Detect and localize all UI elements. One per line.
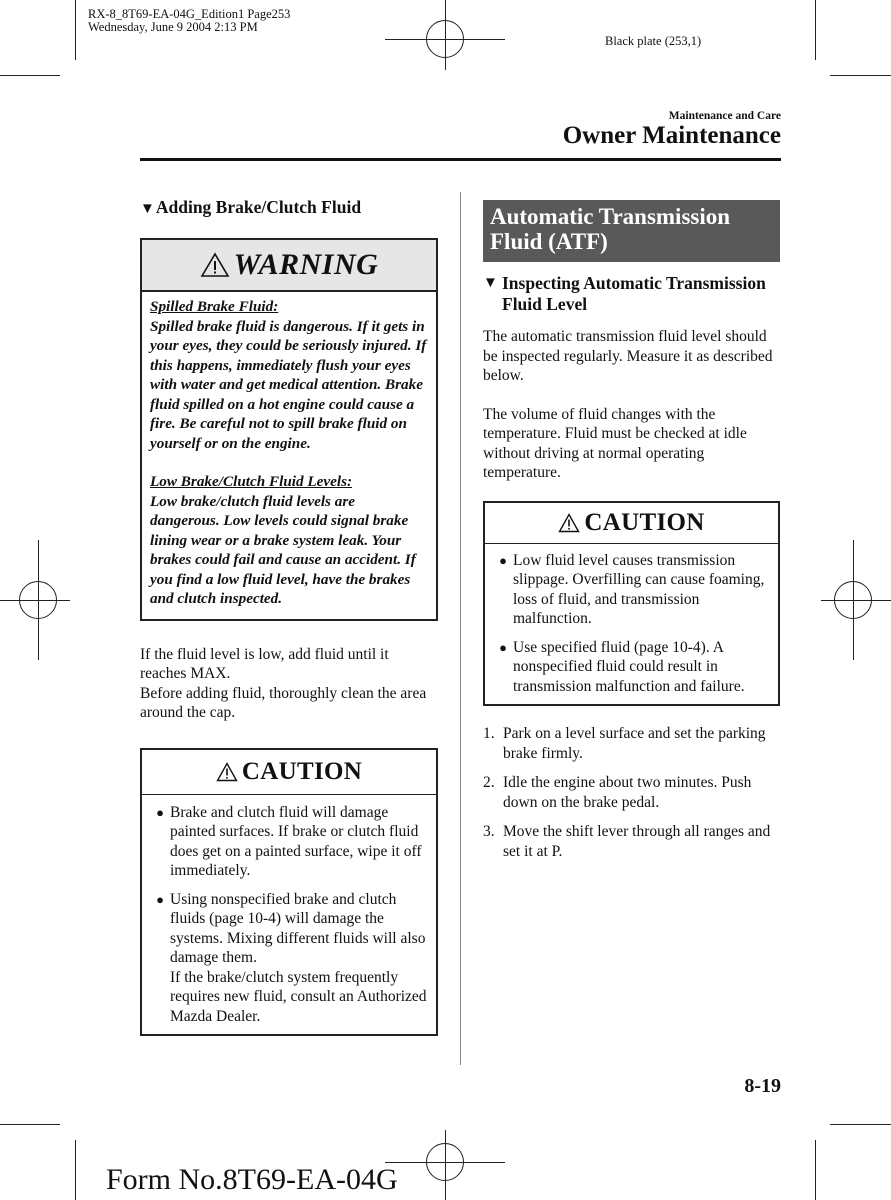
left-column [140,196,438,1036]
warning-title: WARNING [233,248,379,281]
bullet-icon: ● [499,639,507,655]
down-triangle-icon: ▼ [140,201,155,217]
warning-label-low-levels: Low Brake/Clutch Fluid Levels: [150,473,353,490]
form-number: Form No.8T69-EA-04G [106,1163,398,1196]
list-item: ● Brake and clutch fluid will damage painted surfaces. If brake or clutch fluid does get on a painted surface, wipe it off immediately. [150,803,430,881]
caution-box-brake [140,748,438,1037]
page-number: 8-19 [744,1075,781,1097]
steps-list [483,724,780,861]
bullet-icon: ● [156,891,164,907]
header-rule [140,158,781,161]
paragraph-add-fluid: If the fluid level is low, add fluid until it reaches MAX. [140,645,389,682]
down-triangle-icon: ▼ [483,275,498,291]
caution-header [485,503,778,544]
right-column [483,200,780,871]
warning-text-low-levels: Low brake/clutch fluid levels are dangerous. Low levels could signal brake lining wear or a brake system leak. Your brakes could fail and cause an accident. If you find a low fluid level, have the brakes and clutch inspected. [150,492,416,607]
list-item: 1. Park on a level surface and set the parking brake firmly. [483,725,766,762]
caution-header [142,750,436,795]
warning-header [142,240,436,292]
slug-line-1: RX-8_8T69-EA-04G_Edition1 Page253 [88,7,291,21]
paragraph-clean-cap: Before adding fluid, thoroughly clean the area around the cap. [140,684,427,721]
plate-label: Black plate (253,1) [605,34,702,48]
subheading-inspecting-atf: ▼ Inspecting Automatic Transmission Fluid Level [483,273,766,314]
warning-triangle-icon [200,252,230,278]
bullet-icon: ● [156,804,164,820]
caution-body [485,544,778,705]
caution-body [142,795,436,1035]
warning-triangle-icon [216,762,238,782]
paragraph-atf-volume: The volume of fluid changes with the temperature. Fluid must be checked at idle without driving at normal operating temperature. [483,405,747,481]
list-item: ● Low fluid level causes transmission slippage. Overfilling can cause foaming, loss of fluid, and transmission malfunction. [493,551,776,629]
warning-box [140,238,438,621]
atf-section-banner: Automatic Transmission Fluid (ATF) [483,200,780,262]
warning-body [142,292,436,619]
column-divider [460,192,461,1065]
caution-bullet-2-note: If the brake/clutch system frequently requires new fluid, consult an Authorized Mazda Dealer. [170,968,427,1025]
warning-label-spilled: Spilled Brake Fluid: [150,298,279,315]
slug-line-2: Wednesday, June 9 2004 2:13 PM [88,20,258,34]
list-item: 3. Move the shift lever through all ranges and set it at P. [483,823,771,860]
list-item: ● Use specified fluid (page 10-4). A nonspecified fluid could result in transmission malfunction and failure. [493,638,776,697]
list-item: 2. Idle the engine about two minutes. Push down on the brake pedal. [483,774,752,811]
caution-bullet-2: Using nonspecified brake and clutch fluids (page 10-4) will damage the systems. Mixing different fluids will also damage them. [170,890,426,966]
caution-box-atf [483,501,780,707]
paragraph-atf-inspect: The automatic transmission fluid level should be inspected regularly. Measure it as described below. [483,328,773,384]
page-title: Owner Maintenance [562,122,781,149]
bullet-icon: ● [499,552,507,568]
caution-title: CAUTION [241,757,363,785]
print-slug [88,8,290,34]
warning-triangle-icon [558,513,580,533]
list-item [150,890,430,1027]
section-name: Maintenance and Care [668,110,781,122]
subheading-adding-fluid: ▼Adding Brake/Clutch Fluid [140,197,362,217]
caution-title: CAUTION [584,508,705,536]
warning-text-spilled: Spilled brake fluid is dangerous. If it gets in your eyes, they could be seriously injured. If this happens, immediately flush your eyes with water and get medical attention. Brake fluid spilled on a hot engine could cause a fire. Be careful not to spill brake fluid on yourself or on the engine. [150,317,427,452]
